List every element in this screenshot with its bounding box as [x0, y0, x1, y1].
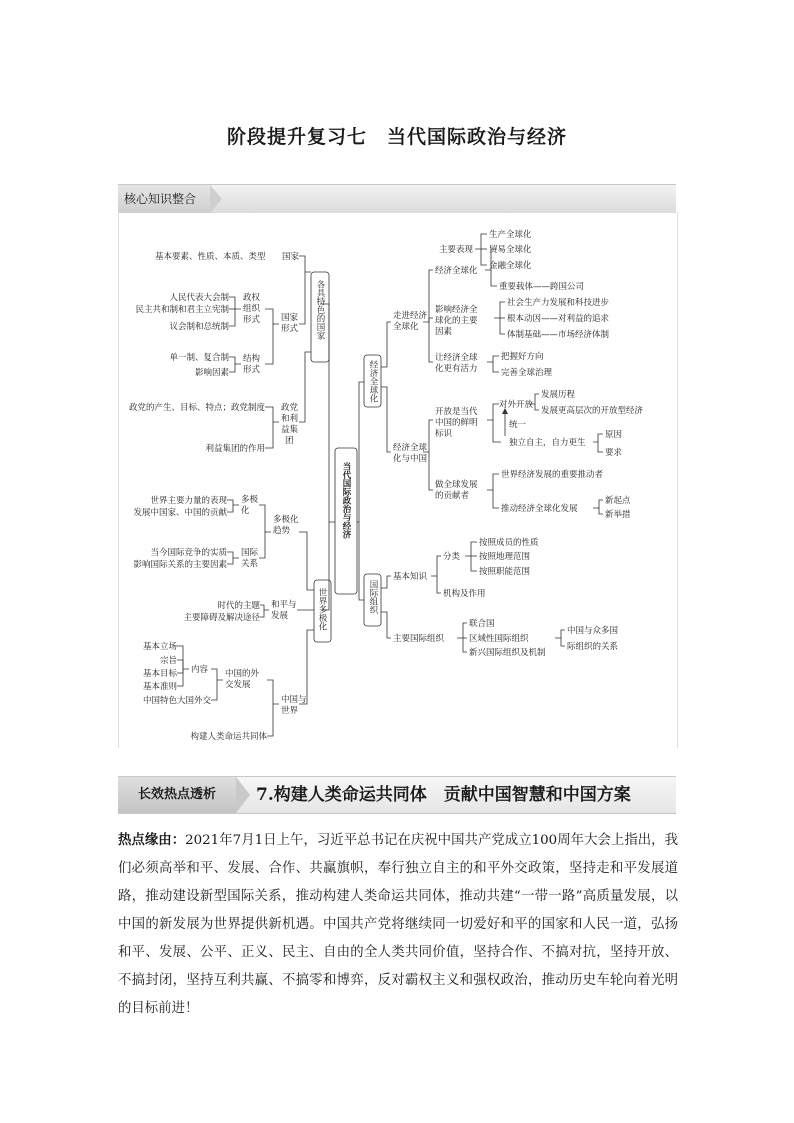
zhengquan-item-1: 人民代表大会制	[169, 293, 229, 303]
zhengdang-item-2: 利益集团的作用	[205, 444, 265, 454]
section-header-core	[118, 184, 676, 213]
tuidong-item-1: 新起点	[605, 496, 631, 506]
node-heping: 和平与发展	[271, 600, 297, 621]
node-zhengquan: 政权组织形式	[243, 293, 261, 325]
heping-item-1: 时代的主题	[217, 601, 260, 611]
neirong-item-4: 基本准则	[142, 682, 177, 692]
node-zhuyao-biaoxian: 主要表现	[439, 245, 474, 255]
yingxiang-item-1: 社会生产力发展和科技进步	[507, 298, 610, 308]
node-yu-zhongguo: 经济全球化与中国	[393, 443, 428, 464]
zhuyao-item-3: 新兴国际组织及机制	[469, 648, 546, 658]
duiwai-item-2: 发展更高层次的开放型经济	[541, 406, 644, 416]
node-guojia-xingshi: 国家形式	[281, 313, 299, 334]
biaoxian-item-1: 生产全球化	[489, 230, 532, 240]
section-header-hotspot	[118, 776, 676, 814]
node-zoujin: 走进经济全球化	[393, 311, 428, 332]
section-label-hotspot: 长效热点透析	[118, 777, 236, 813]
yingxiang-item-2: 根本动因——对利益的追求	[507, 314, 610, 324]
node-zaiti: 重要载体——跨国公司	[499, 282, 585, 292]
node-yingxiang: 影响经济全球化的主要因素	[435, 305, 478, 337]
zhengdang-item-1: 政党的产生、目标、特点；政党制度	[128, 403, 265, 413]
zhengquan-item-3: 议会制和总统制	[169, 322, 229, 332]
duli-item-2: 要求	[605, 448, 623, 458]
heping-item-2: 主要障碍及解决途径	[183, 613, 260, 623]
mind-map	[118, 212, 678, 748]
node-rang: 让经济全球化更有活力	[435, 353, 478, 374]
group-label-intl-org: 国际组织	[368, 580, 378, 614]
node-jingji-quanqiuhua: 经济全球化	[435, 266, 478, 276]
node-duojihua-qushi: 多极化趋势	[273, 515, 299, 536]
duiwai-item-1: 发展历程	[541, 390, 576, 400]
group-label-globalization: 经济全球化	[368, 360, 378, 403]
node-neirong: 内容	[191, 665, 209, 675]
zhuyao-item-2: 区域性国际组织	[469, 634, 529, 644]
node-duli: 独立自主，自力更生	[509, 438, 586, 448]
biaoxian-item-2: 贸易全球化	[489, 245, 532, 255]
zhengquan-item-2: 民主共和制和君主立宪制	[135, 305, 229, 315]
gongxian-item-1: 世界经济发展的重要推动者	[501, 470, 604, 480]
neirong-item-3: 基本目标	[142, 669, 177, 679]
node-daguo: 中国特色大国外交	[142, 696, 211, 706]
duli-item-1: 原因	[605, 430, 623, 440]
node-fenlei: 分类	[443, 552, 461, 562]
node-waijiao: 中国的外交发展	[225, 669, 260, 690]
fenlei-item-3: 按照职能范围	[479, 567, 531, 577]
neirong-item-1: 基本立场	[142, 642, 177, 652]
node-duojihua: 多极化	[241, 495, 259, 516]
center-label: 当代国际政治与经济	[341, 462, 351, 539]
rang-item-2: 完善全球治理	[501, 368, 553, 378]
guoji-item-2: 影响国际关系的主要因素	[133, 560, 227, 570]
group-label-multipolar: 世界多极化	[317, 588, 327, 631]
fenlei-item-1: 按照成员的性质	[479, 538, 539, 548]
duojihua-item-2: 发展中国家、中国的贡献	[133, 508, 227, 518]
node-tuidong: 推动经济全球化发展	[501, 504, 578, 514]
article-paragraph	[118, 826, 678, 1023]
node-guojia: 国家	[281, 252, 299, 262]
node-guoji-guanxi: 国际关系	[241, 548, 259, 569]
guoji-item-1: 当今国际竞争的实质	[150, 548, 227, 558]
node-tongyi: 统一	[509, 420, 527, 430]
group-label-countries: 各具特色的国家	[315, 280, 325, 340]
article-lead: 热点缘由：	[118, 832, 186, 848]
mind-map-svg	[119, 212, 677, 748]
fenlei-item-2: 按照地理范围	[479, 552, 531, 562]
node-zhongguo-shijie: 中国与世界	[281, 695, 307, 716]
tuidong-item-2: 新举措	[605, 510, 631, 520]
jiegou-item-1: 单一制、复合制	[169, 353, 229, 363]
biaoxian-item-3: 金融全球化	[489, 261, 532, 271]
node-zhuyao: 主要国际组织	[393, 634, 445, 644]
node-duiwai: 对外开放	[499, 400, 534, 410]
article-body: 2021年7月1日上午，习近平总书记在庆祝中国共产党成立100周年大会上指出，我们必须高举和平、发展、合作、共赢旗帜，奉行独立自主的和平外交政策，坚持走和平发展道路，推动建设新型国际关系，推动构建人类命运共同体，推动共建“一带一路”高质量发展，以中国的新发展为世界提供新机遇。中国共产党将继续同一切爱好和平的国家和人民一道，弘扬和平、发展、公平、正义、民主、自由的全人类共同价值，坚持合作、不搞对抗，坚持开放、不搞封闭，坚持互利共赢、不搞零和博弈，反对霸权主义和强权政治，推动历史车轮向着光明的目标前进！	[118, 833, 678, 1016]
node-jigou: 机构及作用	[443, 589, 486, 599]
yingxiang-item-3: 体制基础——市场经济体制	[507, 330, 610, 340]
jiegou-item-2: 影响因素	[194, 368, 229, 378]
node-gongxian: 做全球发展的贡献者	[435, 480, 478, 501]
zhuyao-item-1: 联合国	[469, 619, 495, 629]
section-title-hotspot: 7.构建人类命运共同体 贡献中国智慧和中国方案	[256, 785, 631, 805]
duojihua-item-1: 世界主要力量的表现	[150, 496, 227, 506]
node-zhongguo-zuzhi: 中国与众多国际组织的关系	[567, 626, 619, 652]
node-jiben: 基本知识	[393, 572, 428, 582]
section-label: 核心知识整合	[118, 185, 210, 213]
node-jiegou: 结构形式	[243, 354, 261, 375]
node-gongtongti: 构建人类命运共同体	[190, 732, 267, 742]
rang-item-1: 把握好方向	[501, 352, 544, 362]
neirong-item-2: 宗旨	[159, 656, 177, 666]
page-title: 阶段提升复习七 当代国际政治与经济	[226, 126, 567, 148]
node-kaifang-biaozhi: 开放是当代中国的鲜明标识	[435, 407, 478, 439]
node-guojia-desc: 基本要素、性质、本质、类型	[155, 252, 266, 262]
node-zhengdang: 政党和利益集团	[281, 403, 299, 446]
